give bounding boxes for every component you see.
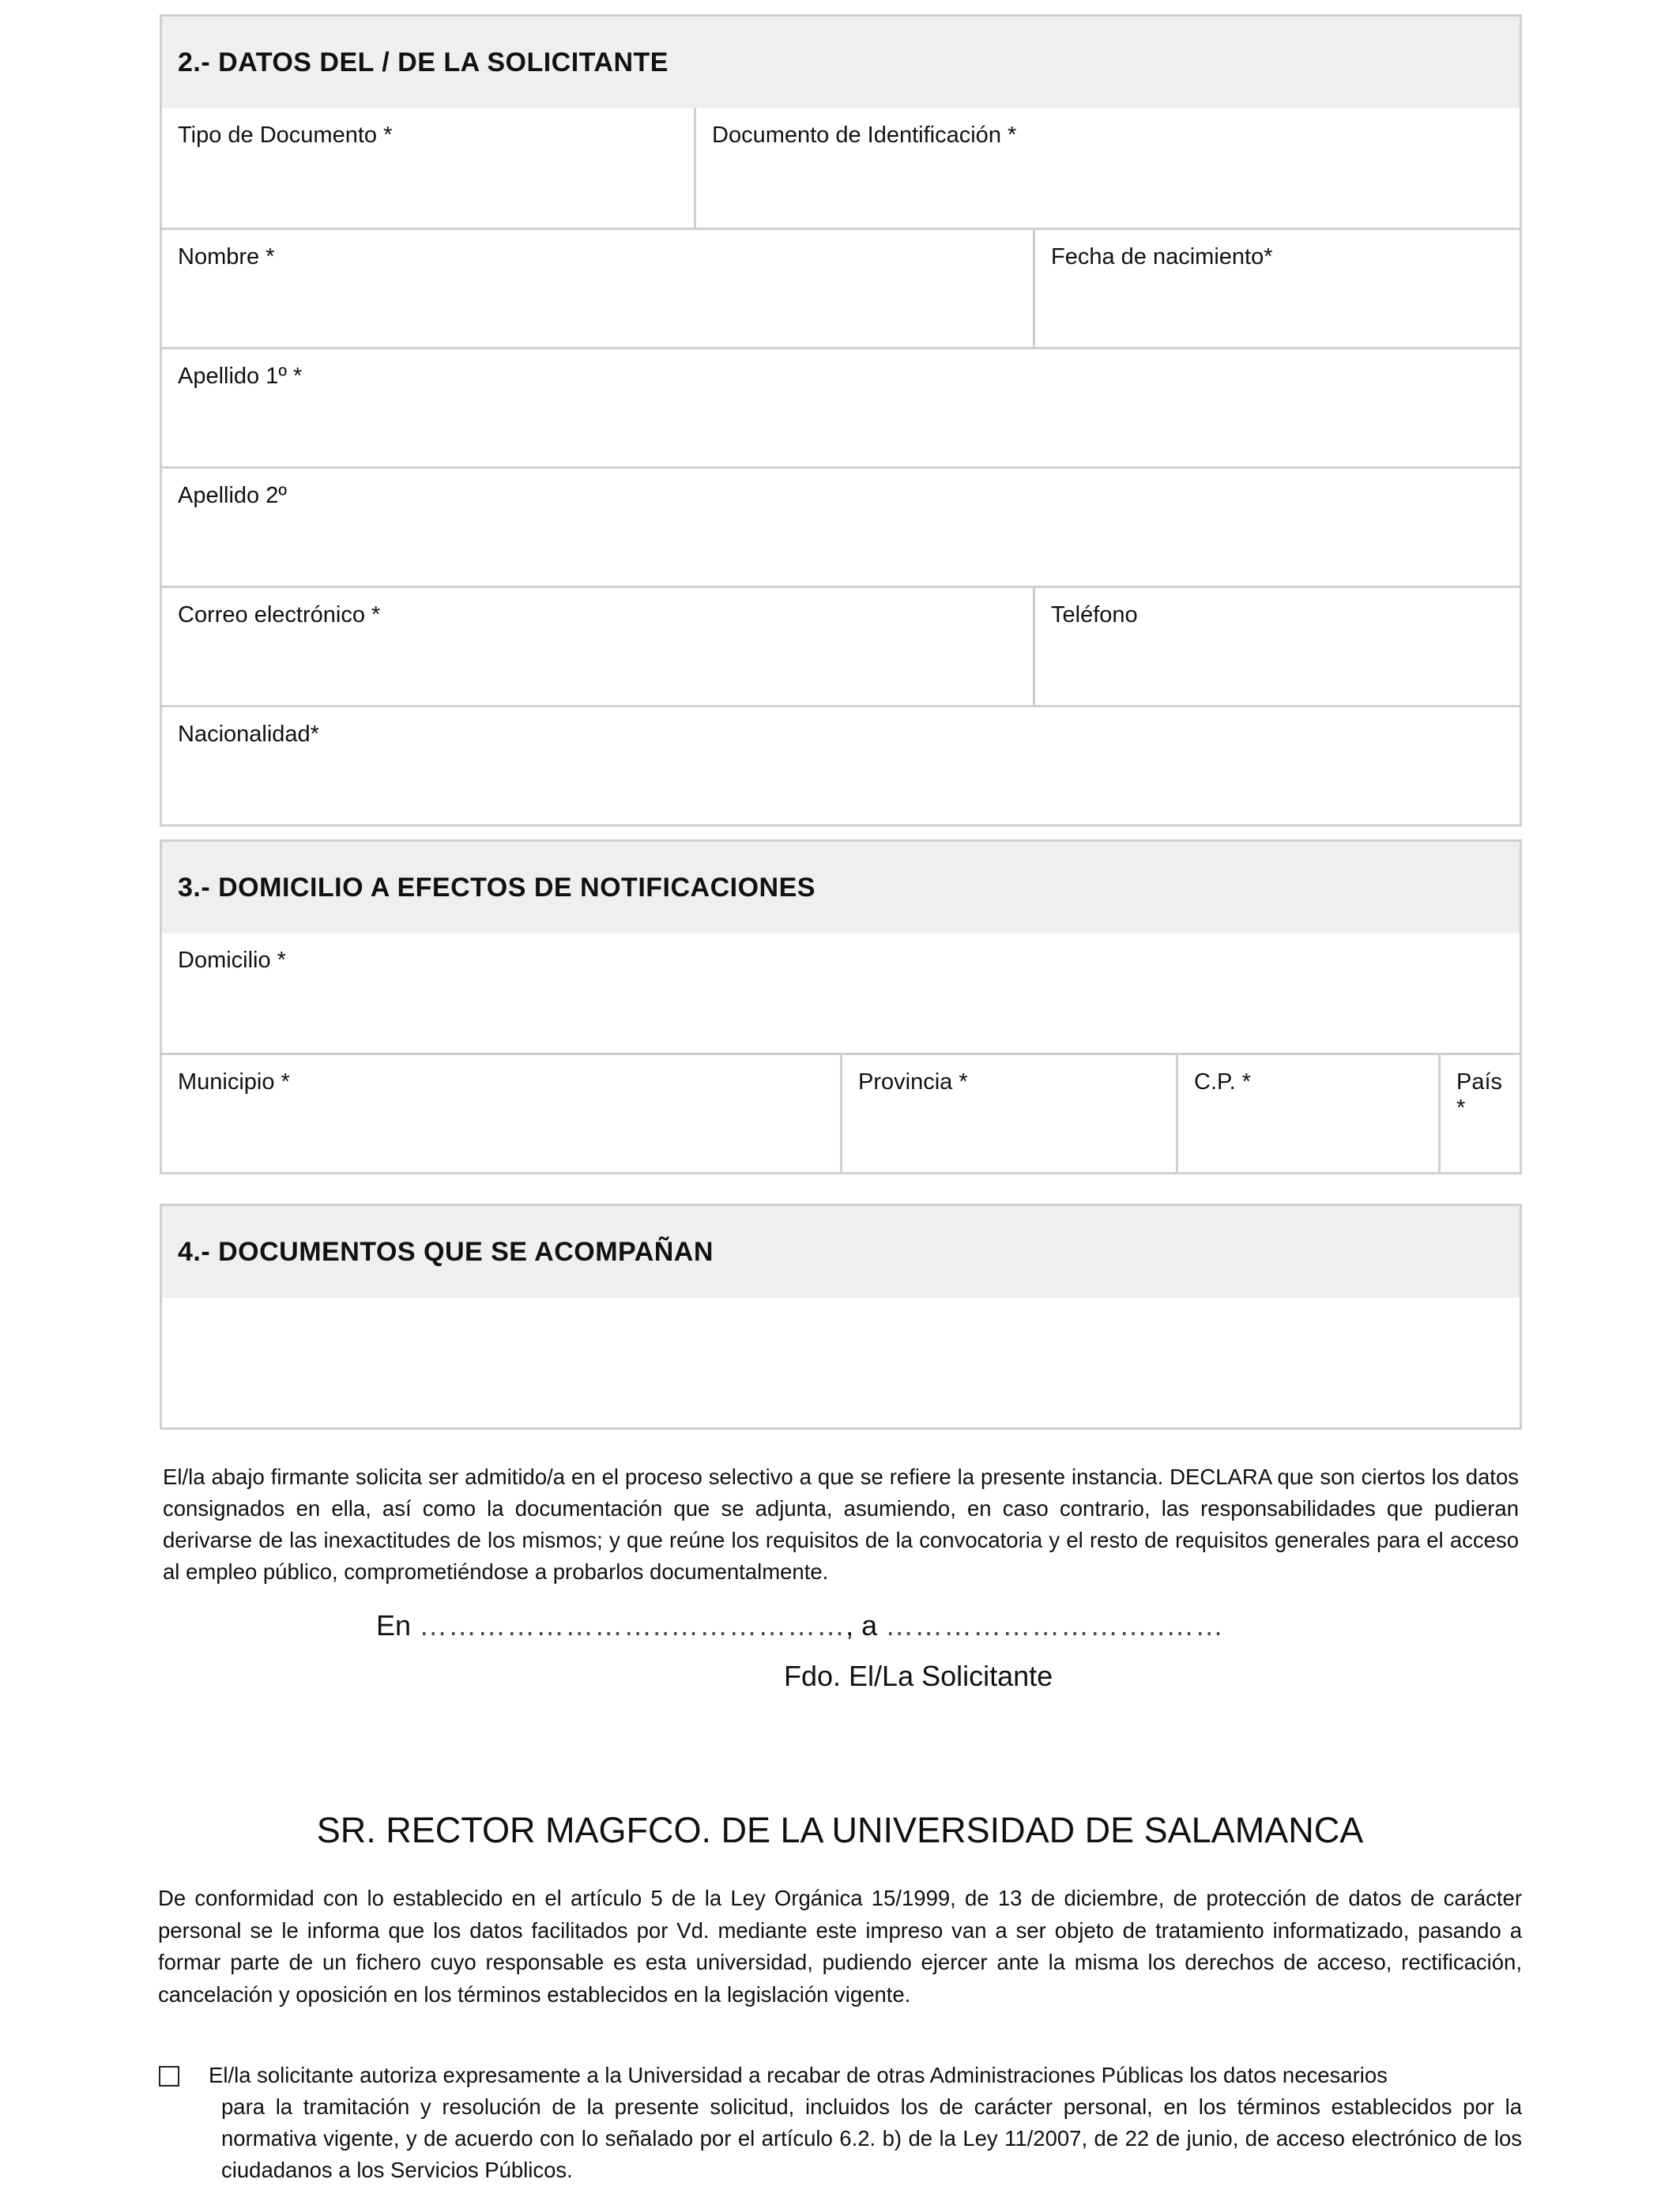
municipio-field[interactable] — [162, 1055, 840, 1174]
section-domicilio — [160, 839, 1522, 1174]
row-apellido1 — [162, 347, 1520, 466]
documento-identificacion-label: Documento de Identificación * — [712, 123, 1017, 148]
row-nacionalidad — [162, 705, 1520, 821]
apellido2-field[interactable] — [162, 469, 1520, 586]
nombre-field[interactable] — [162, 230, 1033, 347]
nombre-label: Nombre * — [178, 244, 275, 270]
en-label: En — [376, 1609, 412, 1642]
tipo-documento-label: Tipo de Documento * — [178, 123, 393, 148]
place-date-line — [376, 1609, 1224, 1642]
documentos-field[interactable] — [162, 1298, 1520, 1427]
cp-label: C.P. * — [1194, 1069, 1252, 1095]
declaration-text — [163, 1461, 1519, 1588]
row-documento — [162, 108, 1520, 228]
a-label: , a — [846, 1609, 878, 1642]
row-contacto — [162, 586, 1520, 705]
signature-label: Fdo. El/La Solicitante — [784, 1660, 1053, 1692]
section-2-title: 2.- DATOS DEL / DE LA SOLICITANTE — [162, 17, 1520, 108]
apellido2-label: Apellido 2º — [178, 483, 287, 508]
correo-label: Correo electrónico * — [178, 602, 381, 628]
consent-line-rest: para la tramitación y resolución de la presente solicitud, incluidos los de carácter personal, en los términos establecidos por la normativa vigente, y de acuerdo con lo señalado por el artículo 6.2. b) de la Ley 11/2007, de 22 de junio, de acceso electrónico de los ciudadanos a los Servicios Públicos. — [221, 2094, 1522, 2182]
privacy-paragraph: De conformidad con lo establecido en el artículo 5 de la Ley Orgánica 15/1999, de 13 de diciembre, de protección de datos de carácter personal se le informa que los datos facilitados por Vd. mediante este impreso van a ser objeto de tratamiento informatizado, pasando a formar parte de un fichero cuyo responsable es esta universidad, pudiendo ejercer ante la misma los derechos de acceso, rectificación, cancelación y oposición en los términos establecidos en la legislación vigente. — [158, 1886, 1522, 2007]
consent-checkbox[interactable] — [159, 2066, 179, 2087]
pais-label: País * — [1456, 1069, 1503, 1121]
apellido1-label: Apellido 1º * — [178, 364, 303, 389]
date-blank[interactable]: ………………………..…… — [885, 1609, 1225, 1642]
section-4-title: 4.- DOCUMENTOS QUE SE ACOMPAÑAN — [162, 1206, 1520, 1298]
privacy-notice — [158, 1883, 1522, 2011]
correo-field[interactable] — [162, 588, 1033, 705]
row-nombre — [162, 228, 1520, 347]
telefono-label: Teléfono — [1051, 602, 1138, 628]
telefono-field[interactable] — [1033, 588, 1520, 705]
section-3-title: 3.- DOMICILIO A EFECTOS DE NOTIFICACIONES — [162, 842, 1520, 933]
fecha-nacimiento-label: Fecha de nacimiento* — [1051, 244, 1273, 270]
place-blank[interactable]: ……………………..……………… — [419, 1609, 846, 1642]
nacionalidad-label: Nacionalidad* — [178, 722, 319, 747]
documento-identificacion-field[interactable] — [694, 108, 1520, 228]
consent-text — [209, 2060, 1522, 2186]
declaration-paragraph: El/la abajo firmante solicita ser admitido/a en el proceso selectivo a que se refiere la presente instancia. DECLARA que son ciertos los datos consignados en ella, así como la documentación que se adjunta, asumiendo, en caso contrario, las responsabilidades que pudieran derivarse de las inexactitudes de los mismos; y que reúne los requisitos de la convocatoria y el resto de requisitos generales para el acceso al empleo público, comprometiéndose a probarlos documentalmente. — [163, 1465, 1519, 1584]
section-documentos — [160, 1204, 1522, 1430]
domicilio-field[interactable] — [162, 933, 1520, 1053]
section-datos-solicitante — [160, 14, 1522, 827]
row-apellido2 — [162, 466, 1520, 586]
addressee-heading: SR. RECTOR MAGFCO. DE LA UNIVERSIDAD DE SALAMANCA — [316, 1810, 1364, 1850]
domicilio-label: Domicilio * — [178, 948, 286, 973]
cp-field[interactable] — [1176, 1055, 1438, 1174]
tipo-documento-field[interactable] — [162, 108, 694, 228]
municipio-label: Municipio * — [178, 1069, 290, 1095]
row-domicilio — [162, 933, 1520, 1053]
consent-line-1: El/la solicitante autoriza expresamente a la Universidad a recabar de otras Administraciones Públicas los datos necesarios — [209, 2063, 1388, 2087]
provincia-label: Provincia * — [858, 1069, 968, 1095]
pais-field[interactable] — [1438, 1055, 1520, 1174]
apellido1-field[interactable] — [162, 349, 1520, 466]
row-localidad — [162, 1053, 1520, 1174]
fecha-nacimiento-field[interactable] — [1033, 230, 1520, 347]
provincia-field[interactable] — [840, 1055, 1176, 1174]
nacionalidad-field[interactable] — [162, 707, 1520, 821]
